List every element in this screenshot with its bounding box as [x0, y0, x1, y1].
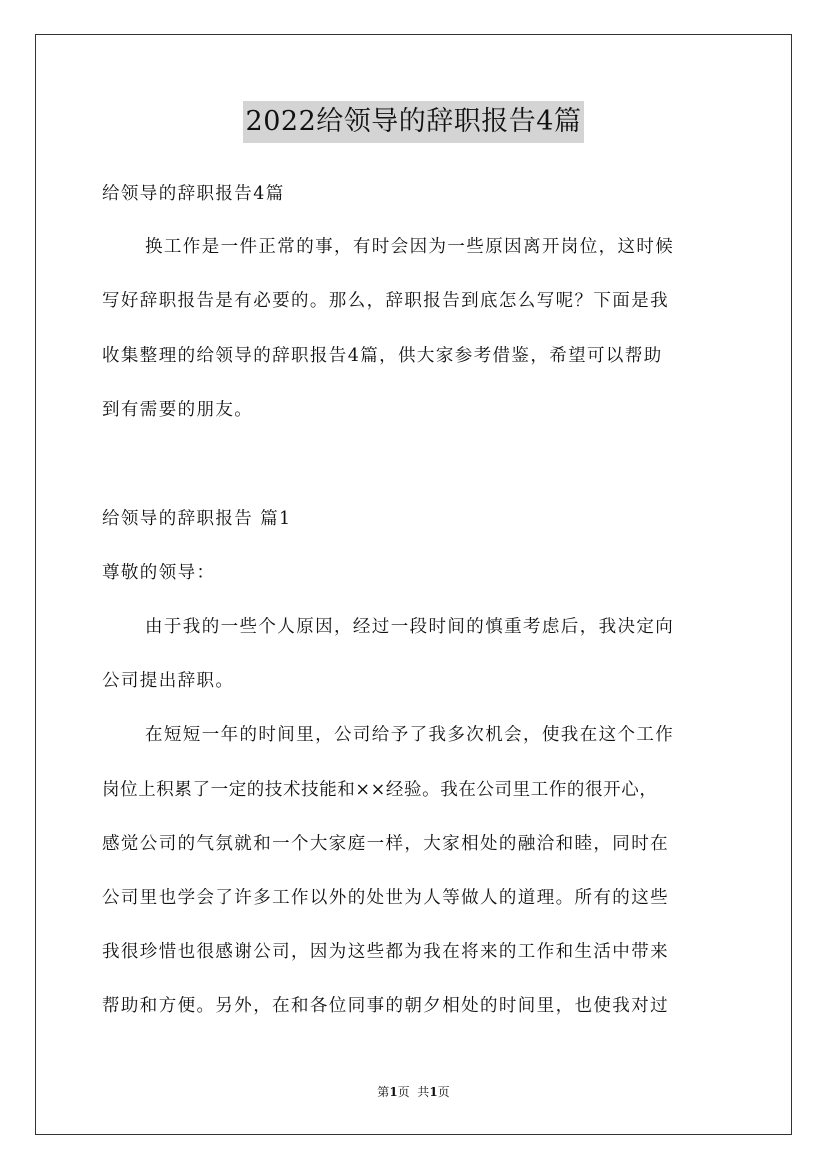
para2-line-6: 帮助和方便。另外，在和各位同事的朝夕相处的时间里，也使我对过	[102, 996, 669, 1016]
footer-current-page: 1	[389, 1085, 398, 1099]
para1-line-2: 公司提出辞职。	[102, 671, 235, 691]
salutation: 尊敬的领导：	[102, 563, 216, 583]
footer-prefix: 第	[377, 1085, 390, 1099]
footer-mid: 页 共	[397, 1085, 430, 1099]
page-footer	[0, 1083, 827, 1101]
para2-line-3: 感觉公司的气氛就和一个大家庭一样，大家相处的融洽和睦，同时在	[102, 834, 669, 854]
document-subtitle: 给领导的辞职报告4篇	[102, 184, 285, 204]
para2-line-2: 岗位上积累了一定的技术技能和××经验。我在公司里工作的很开心，	[102, 780, 658, 800]
para2-line-1: 在短短一年的时间里，公司给予了我多次机会，使我在这个工作	[145, 725, 675, 745]
para1-line-1: 由于我的一些个人原因，经过一段时间的慎重考虑后，我决定向	[145, 617, 675, 637]
section-heading: 给领导的辞职报告 篇1	[102, 509, 292, 529]
document-title-wrapper	[0, 101, 827, 143]
para2-line-4: 公司里也学会了许多工作以外的处世为人等做人的道理。所有的这些	[102, 888, 669, 908]
document-title: 2022给领导的辞职报告4篇	[243, 101, 585, 143]
intro-line-2: 写好辞职报告是有必要的。那么，辞职报告到底怎么写呢？下面是我	[102, 291, 669, 311]
intro-line-1: 换工作是一件正常的事，有时会因为一些原因离开岗位，这时候	[145, 237, 675, 257]
footer-total-pages: 1	[429, 1085, 438, 1099]
para2-line-5: 我很珍惜也很感谢公司，因为这些都为我在将来的工作和生活中带来	[102, 942, 669, 962]
intro-line-3: 收集整理的给领导的辞职报告4篇，供大家参考借鉴，希望可以帮助	[102, 346, 663, 366]
footer-suffix: 页	[437, 1085, 450, 1099]
intro-line-4: 到有需要的朋友。	[102, 400, 254, 420]
